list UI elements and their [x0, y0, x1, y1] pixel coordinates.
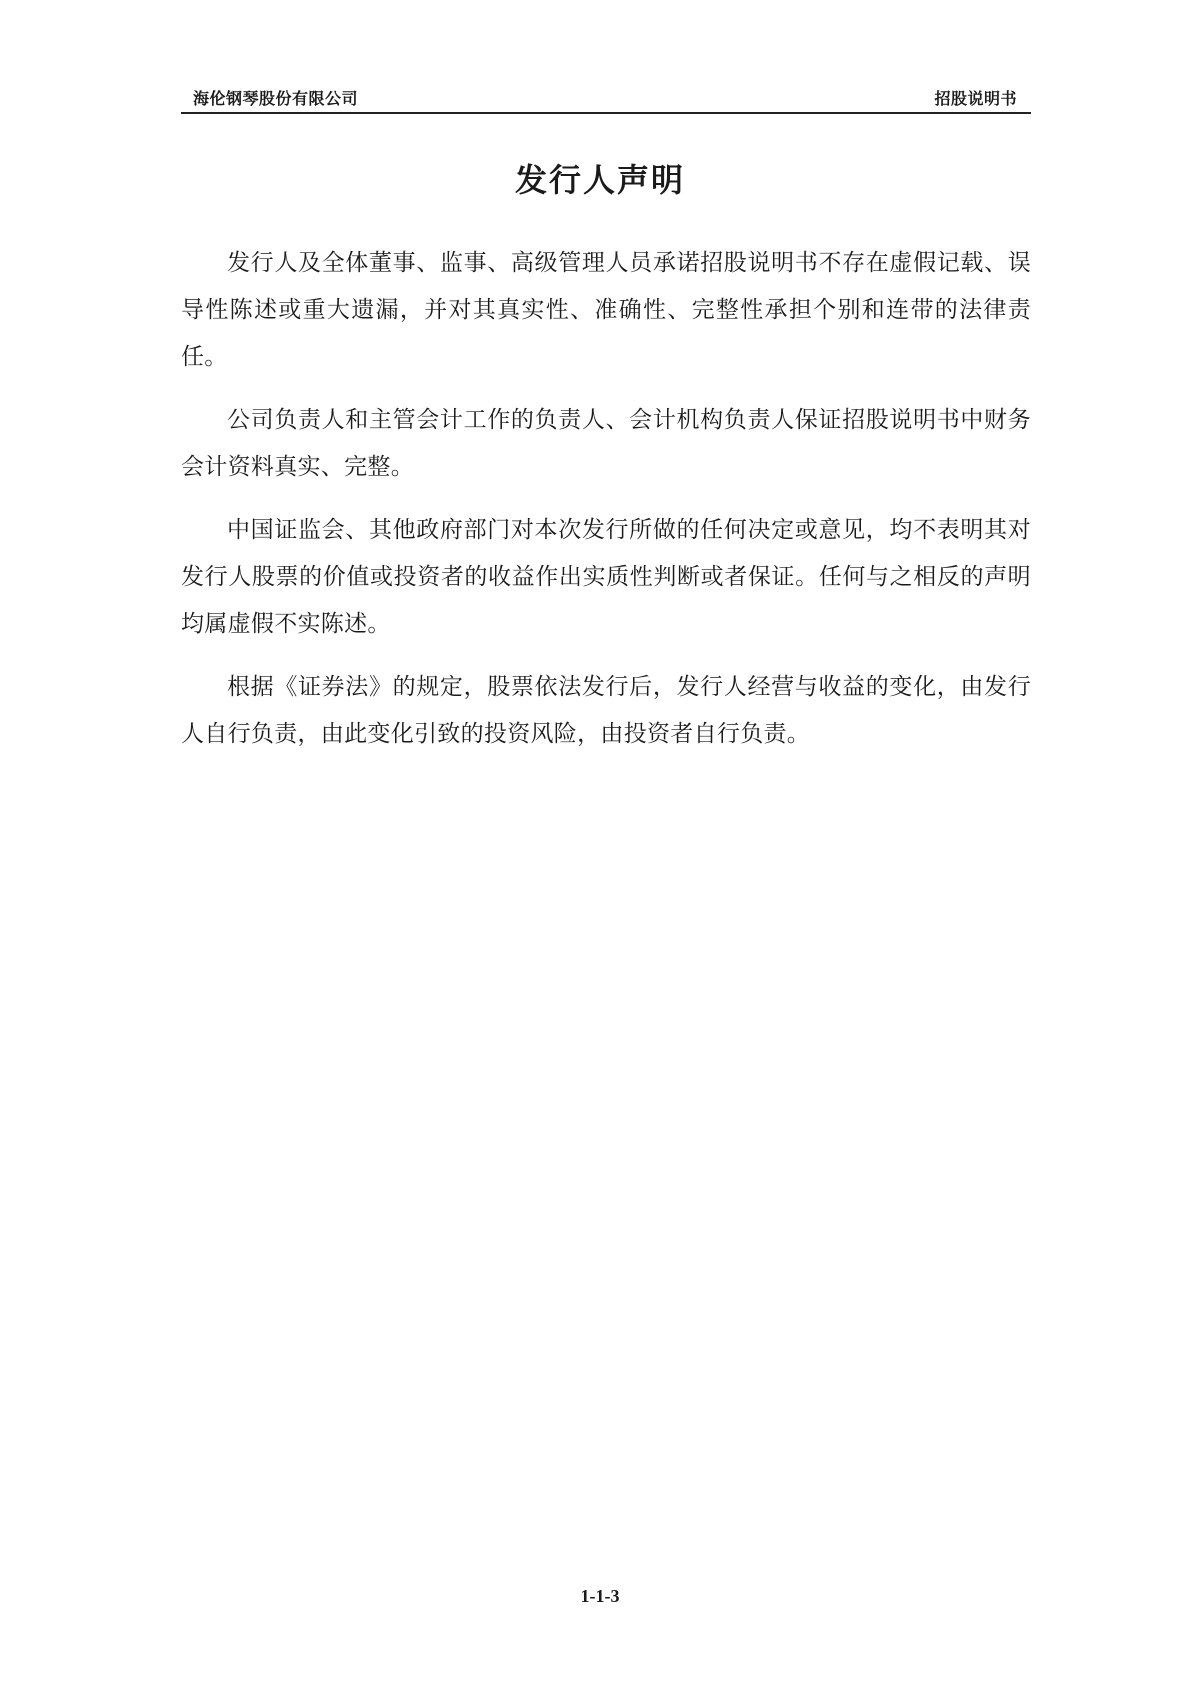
statement-paragraph: 中国证监会、其他政府部门对本次发行所做的任何决定或意见，均不表明其对发行人股票的价值或投资者的收益作出实质性判断或者保证。任何与之相反的声明均属虚假不实陈述。 [181, 517, 1031, 637]
statement-paragraph: 发行人及全体董事、监事、高级管理人员承诺招股说明书不存在虚假记载、误导性陈述或重大遗漏，并对其真实性、准确性、完整性承担个别和连带的法律责任。 [181, 250, 1031, 370]
statement-body [181, 240, 1031, 774]
page-header [181, 84, 1031, 114]
statement-paragraph: 根据《证券法》的规定，股票依法发行后，发行人经营与收益的变化，由发行人自行负责，由此变化引致的投资风险，由投资者自行负责。 [181, 674, 1031, 747]
header-company-name: 海伦钢琴股份有限公司 [193, 89, 359, 108]
page-title: 发行人声明 [514, 161, 685, 199]
header-document-type: 招股说明书 [934, 89, 1017, 108]
statement-paragraph: 公司负责人和主管会计工作的负责人、会计机构负责人保证招股说明书中财务会计资料真实、完整。 [181, 407, 1031, 480]
page-number: 1-1-3 [580, 1586, 620, 1606]
